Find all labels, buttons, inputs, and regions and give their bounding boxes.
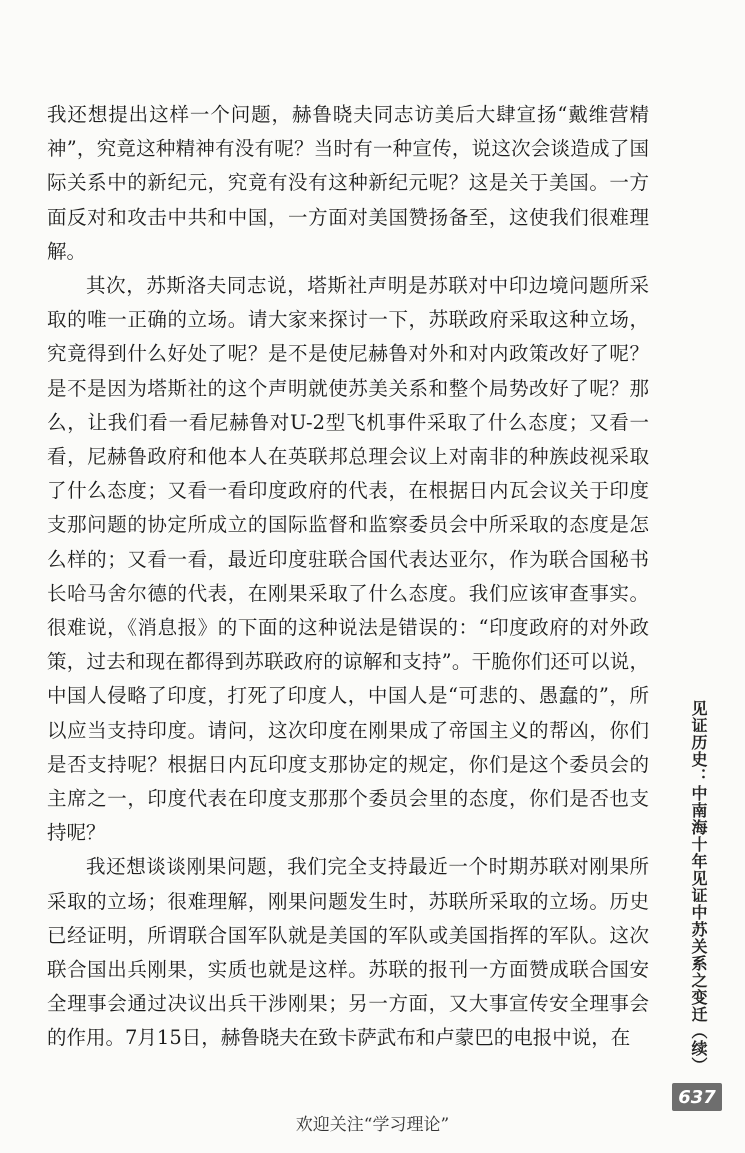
paragraph-2: 其次，苏斯洛夫同志说，塔斯社声明是苏联对中印边境问题所采取的唯一正确的立场。请大家来探讨一下，苏联政府采取这种立场，究竟得到什么好处了呢？是不是使尼赫鲁对外和对内政策改好了呢？是不是因为塔斯社的这个声明就使苏美关系和整个局势改好了呢？那么，让我们看一看尼赫鲁对U-2型飞机事件采取了什么态度；又看一看，尼赫鲁政府和他本人在英联邦总理会议上对南非的种族歧视采取了什么态度；又看一看印度政府的代表，在根据日内瓦会议关于印度支那问题的协定所成立的国际监督和监察委员会中所采取的态度是怎么样的；又看一看，最近印度驻联合国代表达亚尔，作为联合国秘书长哈马舍尔德的代表，在刚果采取了什么态度。我们应该审查事实。很难说，《消息报》的下面的这种说法是错误的：“印度政府的对外政策，过去和现在都得到苏联政府的谅解和支持”。干脆你们还可以说，中国人侵略了印度，打死了印度人，中国人是“可悲的、愚蠢的”，所以应当支持印度。请问，这次印度在刚果成了帝国主义的帮凶，你们是否支持呢？根据日内瓦印度支那协定的规定，你们是这个委员会的主席之一，印度代表在印度支那那个委员会里的态度，你们是否也支持呢？ <box>47 274 649 845</box>
paragraph-1: 我还想提出这样一个问题，赫鲁晓夫同志访美后大肆宣扬“戴维营精神”，究竟这种精神有没有呢？当时有一种宣传，说这次会谈造成了国际关系中的新纪元，究竟有没有这种新纪元呢？这是关于美国。一方面反对和攻击中共和中国，一方面对美国赞扬备至，这使我们很难理解。 <box>47 103 649 263</box>
body-text <box>47 98 649 1056</box>
footer-caption: 欢迎关注“学习理论” <box>295 1115 450 1135</box>
paragraph-3: 我还想谈谈刚果问题，我们完全支持最近一个时期苏联对刚果所采取的立场；很难理解，刚果问题发生时，苏联所采取的立场。历史已经证明，所谓联合国军队就是美国的军队或美国指挥的军队。这次联合国出兵刚果，实质也就是这样。苏联的报刊一方面赞成联合国安全理事会通过决议出兵干涉刚果；另一方面，又大事宣传安全理事会的作用。7月15日，赫鲁晓夫在致卡萨武布和卢蒙巴的电报中说，在 <box>47 855 649 1050</box>
page-number: 637 <box>672 1083 722 1111</box>
running-book-title: 见证历史：中南海十年见证中苏关系之变迁（续） <box>689 700 708 1074</box>
